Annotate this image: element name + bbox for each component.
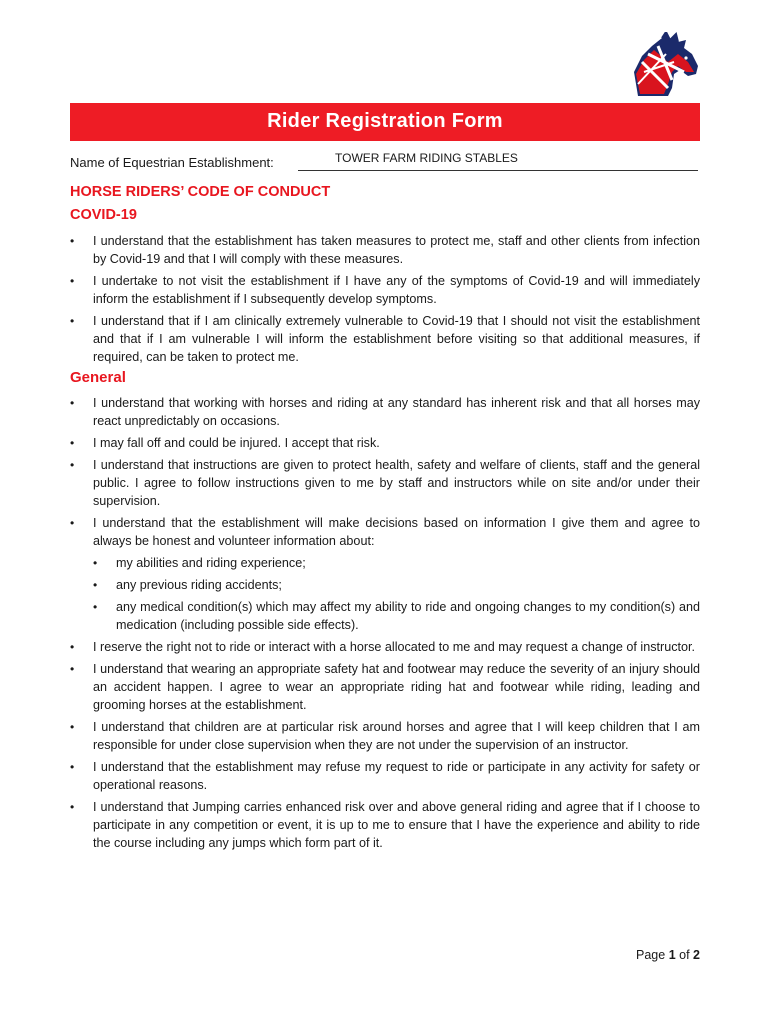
list-item-text: I understand that children are at particular risk around horses and agree that I will keep children that I am responsible for under close supervision when they are not under the supervision of an instructor. (93, 720, 700, 752)
bullet-icon: • (70, 458, 75, 472)
form-title: Rider Registration Form (267, 109, 503, 132)
list-item (70, 718, 700, 754)
list-item (70, 758, 700, 794)
bullet-icon: • (70, 800, 75, 814)
sublist-item-text: my abilities and riding experience; (116, 556, 306, 570)
bullet-icon: • (70, 720, 75, 734)
list-item-text: I understand that working with horses and riding at any standard has inherent risk and that all horses may react unpredictably on occasions. (93, 396, 700, 428)
list-item-text: I understand that Jumping carries enhanced risk over and above general riding and agree that if I choose to participate in any competition or event, it is up to me to ensure that I have the experience and ability to ride the course including any jumps which form part of it. (93, 800, 700, 850)
bullet-icon: • (93, 556, 98, 570)
bullet-icon: • (93, 578, 98, 592)
sublist-item (93, 576, 700, 594)
bullet-icon: • (70, 436, 75, 450)
bullet-icon: • (70, 662, 75, 676)
of-word: of (679, 948, 690, 962)
form-title-banner (70, 103, 700, 141)
list-item (70, 232, 700, 268)
bullet-icon: • (70, 516, 75, 530)
bullet-icon: • (70, 234, 75, 248)
establishment-field-row (70, 151, 700, 173)
list-item (70, 798, 700, 852)
list-item-text: I reserve the right not to ride or interact with a horse allocated to me and may request a change of instructor. (93, 640, 696, 654)
general-list (70, 394, 700, 856)
list-item-text: I may fall off and could be injured. I accept that risk. (93, 436, 380, 450)
list-item-text: I understand that the establishment may refuse my request to ride or participate in any activity for safety or operational reasons. (93, 760, 700, 792)
list-item-text: I understand that instructions are given to protect health, safety and welfare of clients, staff and the general public. I agree to follow instructions given to me by staff and instructors while on site and/or under their supervision. (93, 458, 700, 508)
list-item (70, 660, 700, 714)
page-number (636, 948, 700, 962)
list-item (70, 514, 700, 634)
covid-list (70, 232, 700, 370)
list-item-text: I understand that wearing an appropriate safety hat and footwear may reduce the severity of an injury should an accident happen. I agree to wear an appropriate riding hat and footwear while riding, leading and grooming horses at the establishment. (93, 662, 700, 712)
horse-head-logo-icon (628, 32, 700, 98)
establishment-label: Name of Equestrian Establishment: (70, 155, 274, 170)
list-item (70, 272, 700, 308)
bullet-icon: • (70, 274, 75, 288)
sublist-item (93, 598, 700, 634)
sublist-item-text: any previous riding accidents; (116, 578, 282, 592)
sublist-item-text: any medical condition(s) which may affect my ability to ride and ongoing changes to my condition(s) and medication (including possible side effects). (116, 600, 700, 632)
disclosure-sublist (93, 554, 700, 634)
bullet-icon: • (70, 314, 75, 328)
list-item (70, 312, 700, 366)
list-item (70, 638, 700, 656)
bullet-icon: • (93, 600, 98, 614)
page-word: Page (636, 948, 666, 962)
list-item-text: I understand that if I am clinically extremely vulnerable to Covid-19 that I should not visit the establishment and that if I am vulnerable I will inform the establishment before visiting so that additional measures, if required, can be taken to protect me. (93, 314, 700, 364)
establishment-underline (298, 170, 698, 171)
page-total: 2 (693, 948, 700, 962)
list-item-text: I understand that the establishment will make decisions based on information I give them and agree to always be honest and volunteer information about: (93, 516, 700, 548)
list-item (70, 456, 700, 510)
bullet-icon: • (70, 760, 75, 774)
bullet-icon: • (70, 640, 75, 654)
general-heading: General (70, 369, 126, 386)
list-item (70, 394, 700, 430)
establishment-name-field[interactable]: TOWER FARM RIDING STABLES (335, 151, 518, 165)
page-current: 1 (668, 948, 676, 962)
list-item (70, 434, 700, 452)
list-item-text: I undertake to not visit the establishment if I have any of the symptoms of Covid-19 and will immediately inform the establishment if I subsequently develop symptoms. (93, 274, 700, 306)
list-item-text: I understand that the establishment has taken measures to protect me, staff and other clients from infection by Covid-19 and that I will comply with these measures. (93, 234, 700, 266)
code-of-conduct-heading: HORSE RIDERS’ CODE OF CONDUCT (70, 184, 331, 200)
sublist-item (93, 554, 700, 572)
bullet-icon: • (70, 396, 75, 410)
covid-heading: COVID-19 (70, 207, 137, 223)
